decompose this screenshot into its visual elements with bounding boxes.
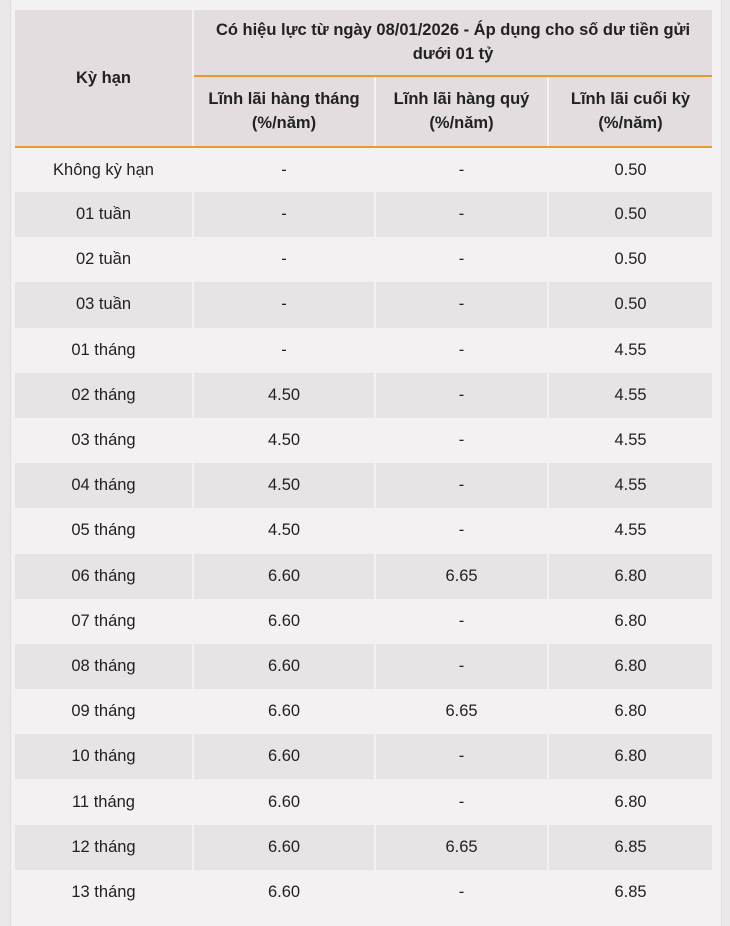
cell-maturity: 4.55 [548, 508, 712, 553]
cell-quarterly: - [375, 508, 548, 553]
cell-quarterly: 6.65 [375, 689, 548, 734]
cell-monthly: 4.50 [193, 463, 375, 508]
table-row [15, 870, 712, 915]
table-row [15, 418, 712, 463]
cell-quarterly: - [375, 734, 548, 779]
header-quarterly: Lĩnh lãi hàng quý (%/năm) [375, 76, 548, 147]
cell-quarterly: - [375, 463, 548, 508]
cell-term: 02 tháng [15, 373, 193, 418]
cell-quarterly: - [375, 147, 548, 192]
table-row [15, 689, 712, 734]
header-term: Kỳ hạn [15, 10, 193, 147]
cell-term: 05 tháng [15, 508, 193, 553]
cell-monthly: 6.60 [193, 825, 375, 870]
table-row [15, 147, 712, 192]
table-row [15, 237, 712, 282]
cell-maturity: 0.50 [548, 282, 712, 327]
cell-monthly: 4.50 [193, 508, 375, 553]
cell-quarterly: - [375, 870, 548, 915]
cell-monthly: 6.60 [193, 689, 375, 734]
cell-term: 11 tháng [15, 779, 193, 824]
header-effective-date: Có hiệu lực từ ngày 08/01/2026 - Áp dụng cho số dư tiền gửi dưới 01 tỷ [193, 10, 712, 76]
cell-monthly: 6.60 [193, 599, 375, 644]
cell-maturity: 6.85 [548, 870, 712, 915]
cell-term: 01 tuần [15, 192, 193, 237]
cell-maturity: 6.80 [548, 554, 712, 599]
cell-term: 02 tuần [15, 237, 193, 282]
table-row [15, 373, 712, 418]
cell-term: Không kỳ hạn [15, 147, 193, 192]
table-row [15, 328, 712, 373]
cell-monthly: 6.60 [193, 779, 375, 824]
cell-quarterly: - [375, 237, 548, 282]
cell-term: 06 tháng [15, 554, 193, 599]
cell-term: 07 tháng [15, 599, 193, 644]
cell-monthly: - [193, 147, 375, 192]
cell-monthly: 6.60 [193, 870, 375, 915]
cell-monthly: - [193, 192, 375, 237]
cell-monthly: - [193, 282, 375, 327]
cell-term: 10 tháng [15, 734, 193, 779]
table-row [15, 192, 712, 237]
cell-maturity: 4.55 [548, 463, 712, 508]
cell-maturity: 6.80 [548, 689, 712, 734]
cell-term: 08 tháng [15, 644, 193, 689]
cell-quarterly: - [375, 599, 548, 644]
cell-quarterly: - [375, 328, 548, 373]
cell-monthly: 6.60 [193, 734, 375, 779]
cell-term: 01 tháng [15, 328, 193, 373]
cell-monthly: - [193, 328, 375, 373]
cell-monthly: 4.50 [193, 373, 375, 418]
table-row [15, 282, 712, 327]
cell-maturity: 6.80 [548, 779, 712, 824]
cell-term: 12 tháng [15, 825, 193, 870]
cell-maturity: 0.50 [548, 147, 712, 192]
cell-term: 03 tháng [15, 418, 193, 463]
cell-monthly: 6.60 [193, 644, 375, 689]
table-body [15, 147, 712, 915]
cell-maturity: 6.85 [548, 825, 712, 870]
cell-monthly: - [193, 237, 375, 282]
cell-maturity: 4.55 [548, 328, 712, 373]
table-header [15, 10, 712, 147]
table-row [15, 644, 712, 689]
cell-maturity: 4.55 [548, 418, 712, 463]
cell-term: 03 tuần [15, 282, 193, 327]
table-row [15, 779, 712, 824]
cell-term: 09 tháng [15, 689, 193, 734]
header-monthly: Lĩnh lãi hàng tháng (%/năm) [193, 76, 375, 147]
cell-quarterly: - [375, 373, 548, 418]
cell-maturity: 0.50 [548, 192, 712, 237]
cell-quarterly: - [375, 779, 548, 824]
cell-quarterly: - [375, 644, 548, 689]
cell-maturity: 6.80 [548, 644, 712, 689]
cell-term: 13 tháng [15, 870, 193, 915]
header-maturity: Lĩnh lãi cuối kỳ (%/năm) [548, 76, 712, 147]
cell-maturity: 6.80 [548, 599, 712, 644]
cell-quarterly: 6.65 [375, 554, 548, 599]
cell-maturity: 4.55 [548, 373, 712, 418]
cell-maturity: 0.50 [548, 237, 712, 282]
cell-maturity: 6.80 [548, 734, 712, 779]
cell-monthly: 6.60 [193, 554, 375, 599]
table-row [15, 554, 712, 599]
cell-term: 04 tháng [15, 463, 193, 508]
table-row [15, 825, 712, 870]
cell-monthly: 4.50 [193, 418, 375, 463]
interest-rate-table [15, 10, 712, 915]
cell-quarterly: - [375, 418, 548, 463]
table-row [15, 508, 712, 553]
cell-quarterly: 6.65 [375, 825, 548, 870]
table-row [15, 734, 712, 779]
table-row [15, 599, 712, 644]
cell-quarterly: - [375, 282, 548, 327]
table-row [15, 463, 712, 508]
cell-quarterly: - [375, 192, 548, 237]
